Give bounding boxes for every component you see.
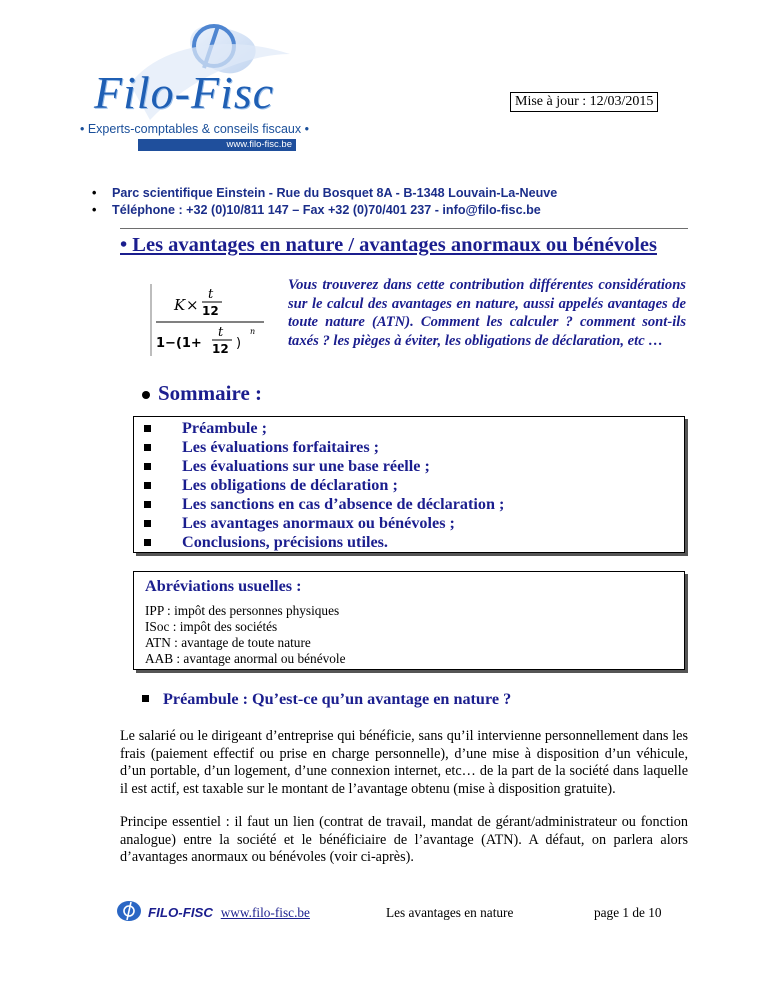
abbreviation-item: ISoc : impôt des sociétés [145,619,278,634]
abbreviation-item: IPP : impôt des personnes physiques [145,603,340,618]
footer-brand [148,905,310,921]
footer-page-number: page 1 de 10 [594,905,662,920]
sommaire-heading-text: Sommaire : [158,381,263,405]
abbreviation-item: ATN : avantage de toute nature [145,635,311,650]
formula-k: K [174,296,186,314]
formula-12-bottom: 12 [212,342,229,356]
footer-document-title: Les avantages en nature [386,905,514,920]
formula-exponent: n [250,327,256,336]
divider [120,228,688,229]
formula-t-bottom: t [218,325,224,340]
abbreviations-heading: Abréviations usuelles : [145,577,302,595]
sommaire-box [133,416,685,553]
preambule-paragraph-2: Principe essentiel : il faut un lien (contrat de travail, mandat de gérant/administrateur ou fonction analogue) entre la société et le bénéficiaire de l’avantage (ATN). A défaut, on parlera alors d’avantages anormaux ou bénévoles (voir ci-après). [120,814,688,865]
phi-logo-icon [116,900,142,922]
sommaire-heading [142,381,262,406]
contact-address: • Parc scientifique Einstein - Rue du Bosquet 8A - B-1348 Louvain-La-Neuve [112,185,557,202]
contact-phone: • Téléphone : +32 (0)10/811 147 – Fax +32 (0)70/401 237 - info@filo-fisc.be [112,202,557,219]
sommaire-item: Préambule ; [182,419,684,438]
formula-denominator: 1−(1+ [156,336,202,351]
preambule-paragraph-1: Le salarié ou le dirigeant d’entreprise qui bénéficie, sans qu’il intervienne personnellement dans les frais (paiement effectif ou prise en charge personnelle), d’une mise à disposition d’un véhicule, d’un portable, d’un logement, d’une connexion internet, etc… de la part de la société dans laquelle il est actif, est taxable sur le montant de l’avantage obtenu (mise à disposition gratuite). [120,728,688,797]
abbreviations-box [133,571,685,670]
sommaire-item: Conclusions, précisions utiles. [182,533,684,552]
abbreviation-item: AAB : avantage anormal ou bénévole [145,651,346,666]
bullet-icon [142,391,150,399]
formula-t-top: t [208,287,214,302]
logo-brand: Filo-Fisc [94,67,275,118]
sommaire-item: Les évaluations sur une base réelle ; [182,457,684,476]
formula-times: × [186,296,199,314]
contact-info [112,185,557,219]
update-date-box: Mise à jour : 12/03/2015 [510,92,658,112]
formula-graphic [152,284,274,356]
sommaire-item: Les obligations de déclaration ; [182,476,684,495]
company-logo [70,24,309,150]
logo-tagline: • Experts-comptables & conseils fiscaux • [80,122,309,136]
page-title: • Les avantages en nature / avantages anormaux ou bénévoles [120,234,657,256]
formula-close: ) [236,336,242,351]
footer-url-link[interactable]: www.filo-fisc.be [220,905,310,920]
formula-12-top: 12 [202,304,219,318]
preambule-heading [142,690,511,709]
logo-url: www.filo-fisc.be [138,139,296,151]
preambule-heading-text: Préambule : Qu’est-ce qu’un avantage en nature ? [163,690,512,708]
intro-paragraph: Vous trouverez dans cette contribution différentes considérations sur le calcul des avantages en nature, aussi appelés avantages de toute nature (ATN). Comment les calculer ? comment sont-ils taxés ? les pièges à éviter, les obligations de déclaration, etc … [288,277,686,349]
sommaire-item: Les évaluations forfaitaires ; [182,438,684,457]
sommaire-item: Les avantages anormaux ou bénévoles ; [182,514,684,533]
footer-brand-text: FILO-FISC [148,905,213,920]
page-footer [0,900,768,960]
square-bullet-icon [142,695,149,702]
sommaire-list [134,417,684,552]
annuity-formula [150,284,274,356]
sommaire-item: Les sanctions en cas d’absence de déclaration ; [182,495,684,514]
